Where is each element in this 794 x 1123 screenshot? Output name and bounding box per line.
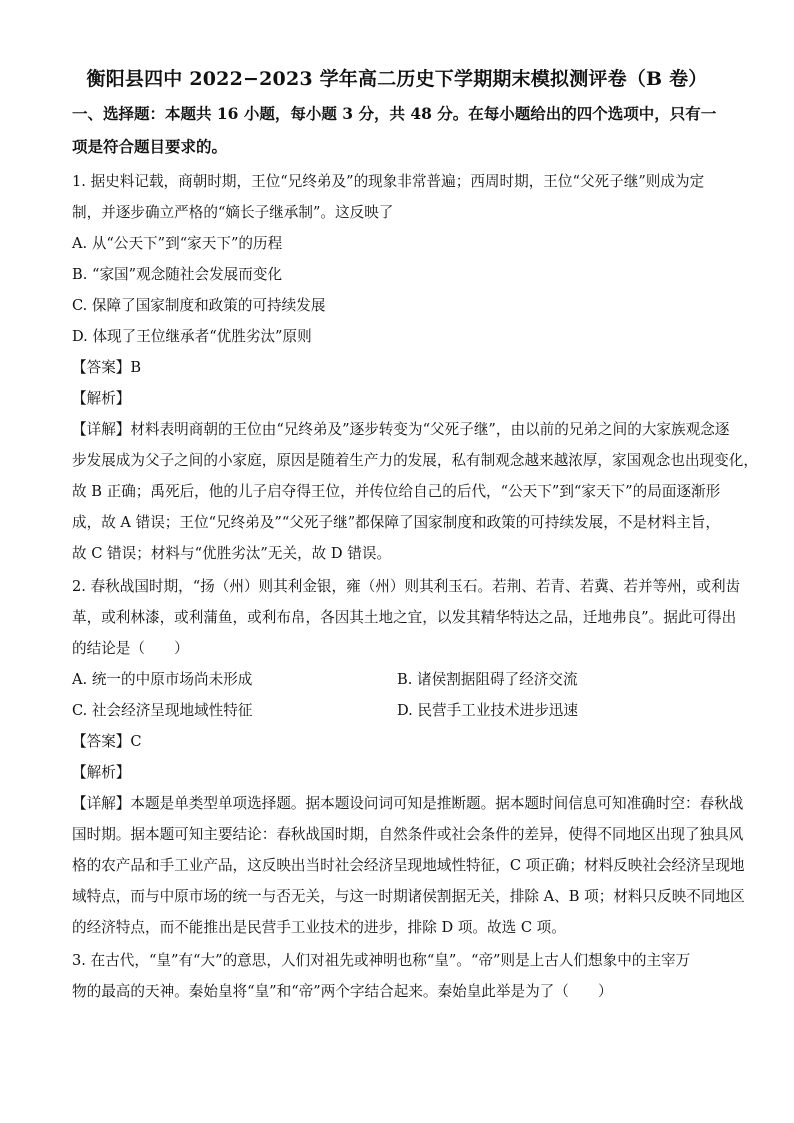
q1-analysis-label: 【解析】 [72, 390, 131, 407]
q2-option-b: B. 诸侯割据阻碍了经济交流 [397, 671, 578, 688]
q2-detail-line4: 域特点，而与中原市场的统一与否无关，与这一时期诸侯割据无关，排除 A、B 项；材料只反映不同地区 [72, 888, 745, 905]
q1-option-c: C. 保障了国家制度和政策的可持续发展 [72, 297, 326, 314]
q2-option-d: D. 民营手工业技术进步迅速 [397, 702, 578, 719]
q1-stem-line1: 1. 据史料记载，商朝时期，王位“兄终弟及”的现象非常普遍；西周时期，王位“父死子继”则成为定 [72, 173, 705, 190]
q1-option-a: A. 从“公天下”到“家天下”的历程 [72, 235, 283, 252]
q2-answer: 【答案】C [72, 733, 142, 750]
q1-detail-line4: 成，故 A 错误；王位“兄终弟及”“父死子继”都保障了国家制度和政策的可持续发展，不是材料主旨， [72, 514, 721, 531]
q2-option-c: C. 社会经济呈现地域性特征 [72, 702, 253, 719]
q2-analysis-label: 【解析】 [72, 764, 131, 781]
q2-stem-line3: 的结论是（ ） [72, 640, 189, 657]
q1-stem-line2: 制，并逐步确立严格的“嫡长子继承制”。这反映了 [72, 204, 394, 221]
q1-detail-line1: 【详解】材料表明商朝的王位由“兄终弟及”逐步转变为“父死子继”，由以前的兄弟之间的大家族观念逐 [72, 421, 730, 438]
q2-stem-line2: 革，或利林漆，或利蒲鱼，或利布帛，各因其土地之宜，以发其精华特达之品，迁地弗良”。据此可得出 [72, 609, 737, 626]
q2-option-a: A. 统一的中原市场尚未形成 [72, 671, 253, 688]
section-heading-line1: 一、选择题：本题共 16 小题，每小题 3 分，共 48 分。在每小题给出的四个选项中，只有一 [72, 104, 717, 123]
q1-detail-line3: 故 B 正确；禹死后，他的儿子启夺得王位，并传位给自己的后代，“公天下”到“家天下”的局面逐渐形 [72, 483, 721, 500]
section-heading-line2: 项是符合题目要求的。 [72, 137, 228, 156]
q2-stem-line1: 2. 春秋战国时期，“扬（州）则其利金银，雍（州）则其利玉石。若荆、若青、若冀、若并等州，或利齿 [72, 578, 741, 595]
q2-detail-line2: 国时期。据本题可知主要结论：春秋战国时期，自然条件或社会条件的差异，使得不同地区出现了独具风 [72, 826, 744, 843]
q2-detail-line1: 【详解】本题是单类型单项选择题。据本题设问词可知是推断题。据本题时间信息可知准确时空：春秋战 [72, 795, 744, 812]
q1-detail-line5: 故 C 错误；材料与“优胜劣汰”无关，故 D 错误。 [72, 545, 392, 562]
q3-stem-line2: 物的最高的天神。秦始皇将“皇”和“帝”两个字结合起来。秦始皇此举是为了（ ） [72, 983, 613, 1000]
q3-stem-line1: 3. 在古代，“皇”有“大”的意思，人们对祖先或神明也称“皇”。“帝”则是上古人们想象中的主宰万 [72, 952, 691, 969]
q2-detail-line5: 的经济特点，而不能推出是民营手工业技术的进步，排除 D 项。故选 C 项。 [72, 919, 566, 936]
q1-answer: 【答案】B [72, 359, 142, 376]
q2-detail-line3: 格的农产品和手工业产品，这反映出当时社会经济呈现地域性特征，C 项正确；材料反映社会经济呈现地 [72, 857, 745, 874]
q1-option-d: D. 体现了王位继承者“优胜劣汰”原则 [72, 328, 312, 345]
q1-option-b: B. “家国”观念随社会发展而变化 [72, 266, 283, 283]
exam-title: 衡阳县四中 2022−2023 学年高二历史下学期期末模拟测评卷（B 卷） [86, 68, 708, 90]
q1-detail-line2: 步发展成为父子之间的小家庭，原因是随着生产力的发展，私有制观念越来越浓厚，家国观念也出现变化， [72, 452, 758, 469]
